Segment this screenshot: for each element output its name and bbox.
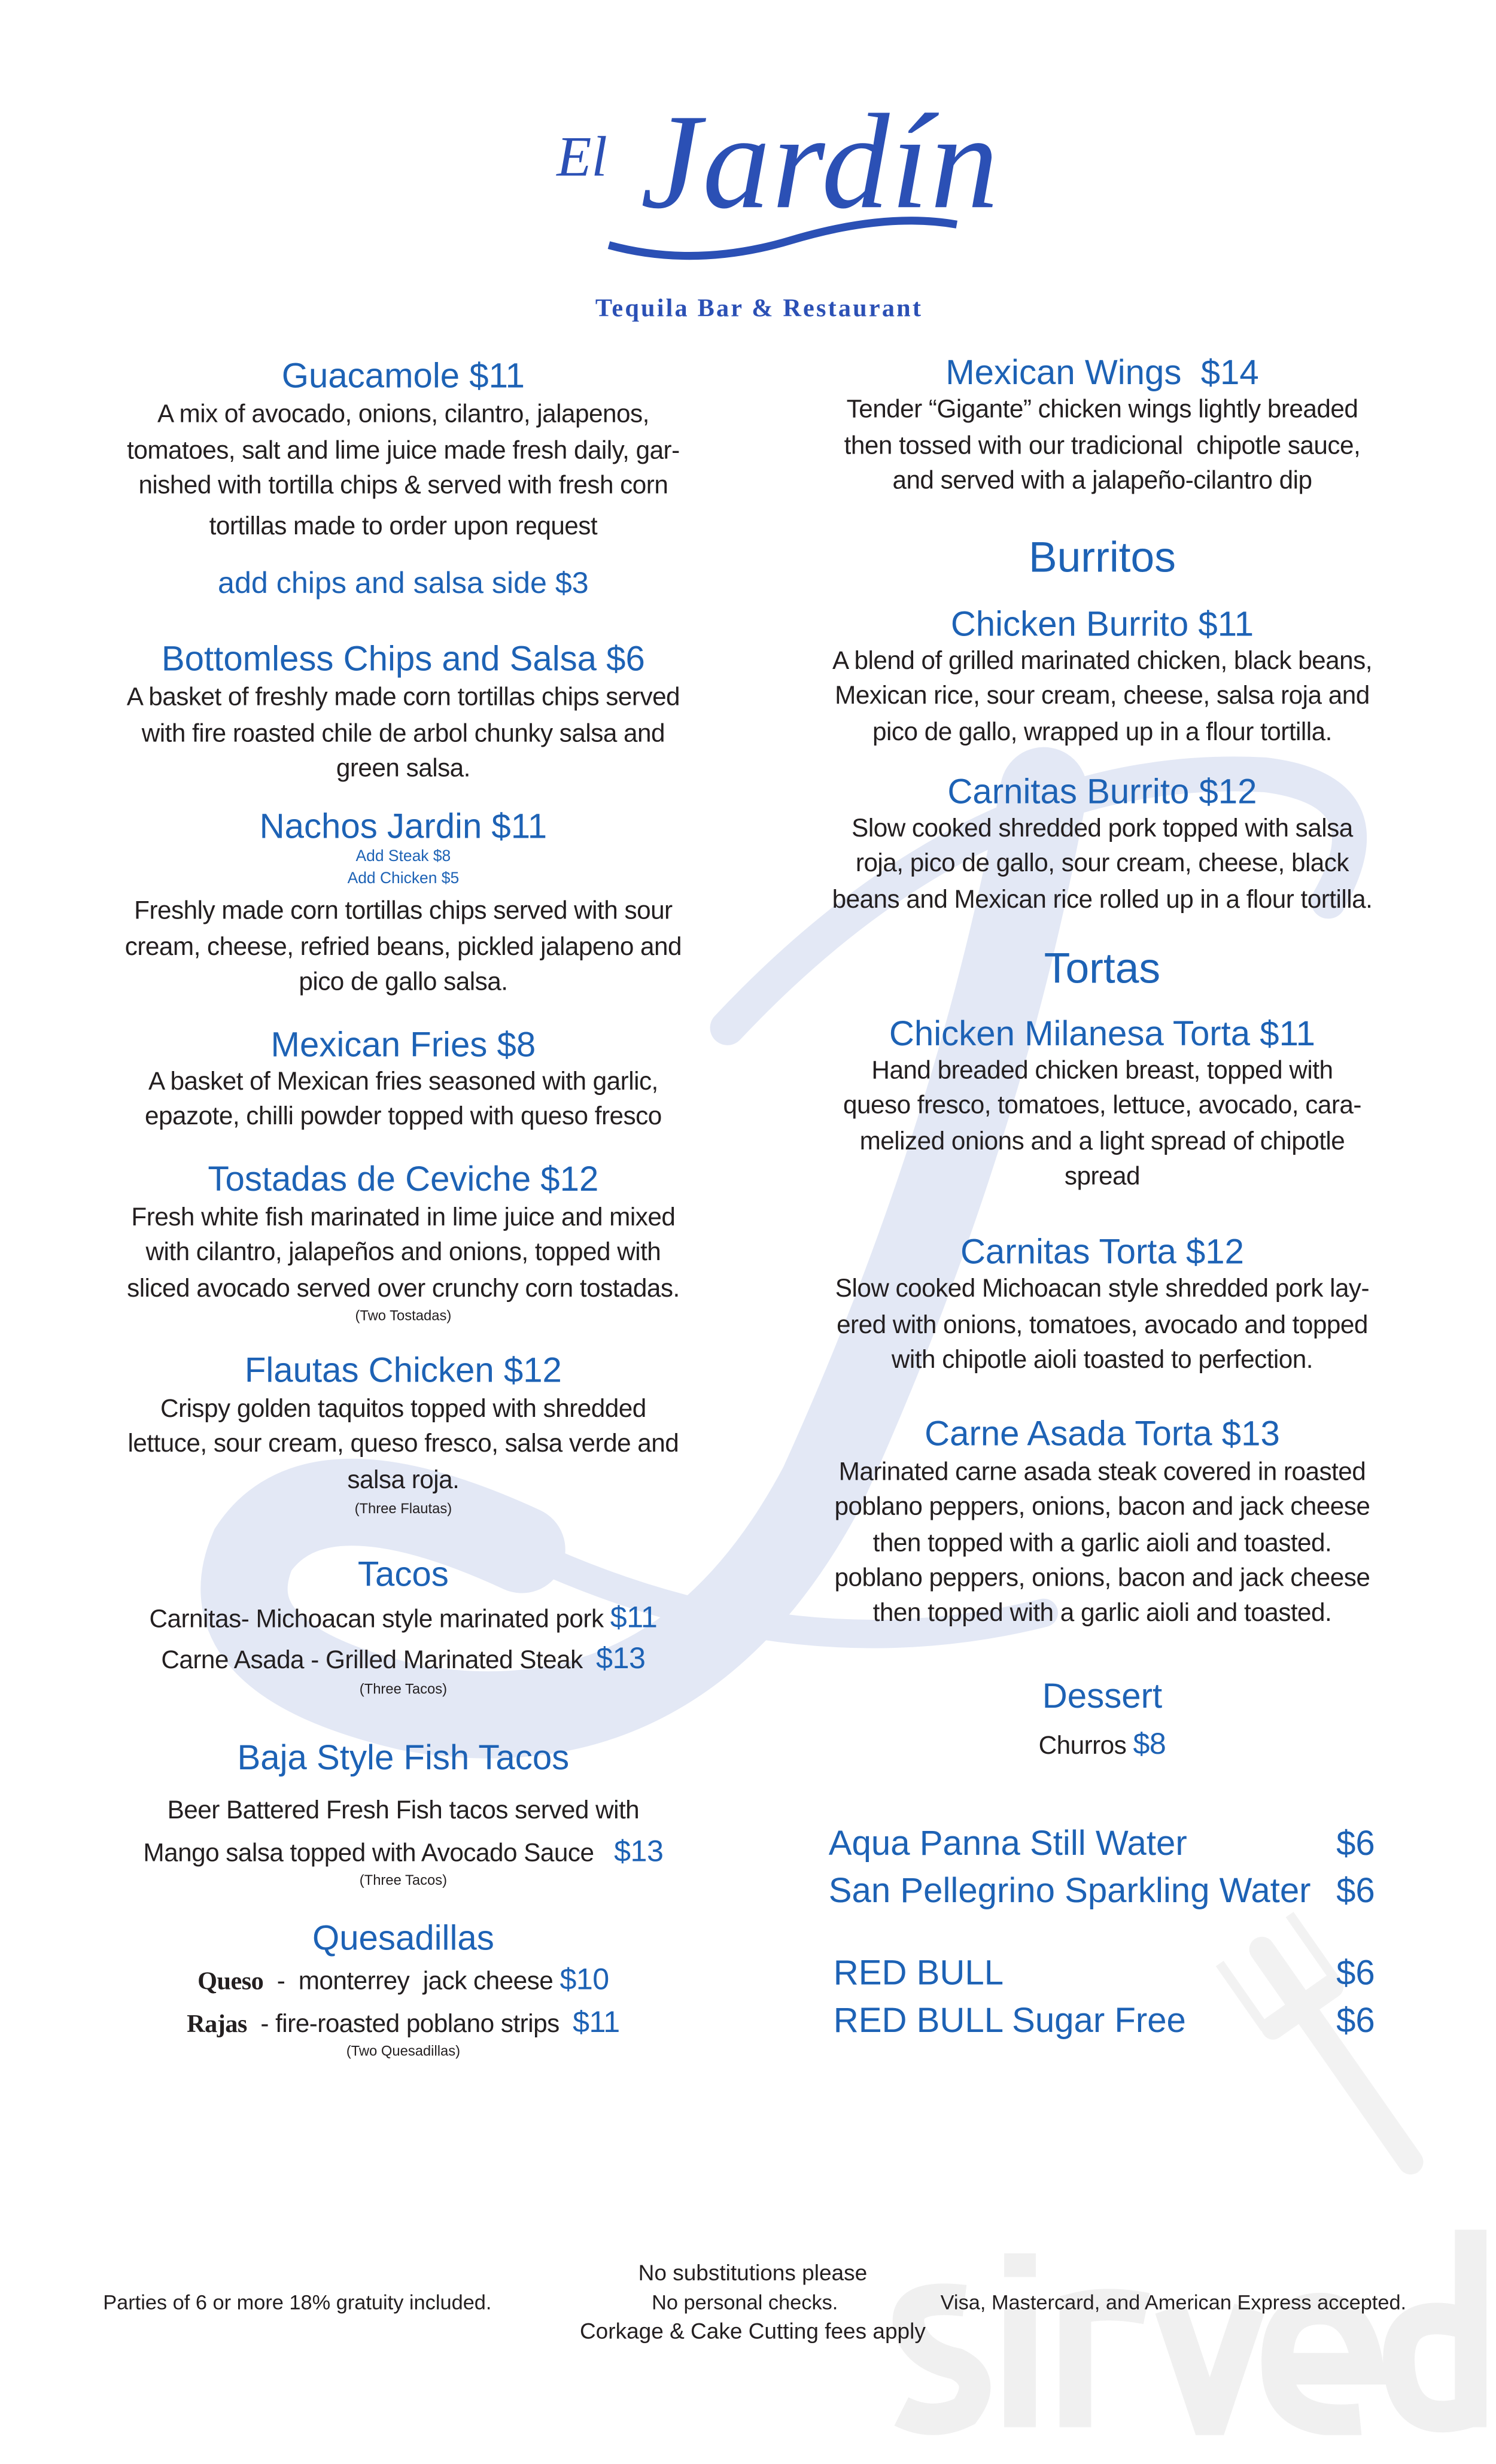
item-description: [128, 1431, 679, 1460]
drink-price: $6: [1336, 1823, 1375, 1863]
item-addon: [218, 568, 589, 603]
item-text: A basket of freshly made corn tortillas chips served: [126, 685, 680, 712]
item-description: [160, 1397, 646, 1425]
item-description: [892, 1347, 1313, 1376]
footer-cards-accepted: Visa, Mastercard, and American Express accepted.: [940, 2290, 1407, 2314]
item-text: Crispy golden taquitos topped with shredded: [160, 1396, 646, 1423]
item-text: Quesadillas: [312, 1918, 494, 1958]
item-text: Baja Style Fish Tacos: [237, 1738, 570, 1778]
item-text: Bottomless Chips and Salsa $6: [161, 638, 645, 679]
item-description: [197, 1964, 609, 1998]
item-text: Chicken Milanesa Torta $11: [889, 1013, 1316, 1054]
item-description: [138, 473, 668, 501]
footer-corkage: Corkage & Cake Cutting fees apply: [579, 2318, 926, 2344]
item-description: [873, 1531, 1332, 1559]
item-price: $11: [610, 1602, 658, 1635]
item-description: [872, 719, 1332, 748]
item-text: poblano peppers, onions, bacon and jack cheese: [834, 1565, 1370, 1593]
item-text: Carnitas- Michoacan style marinated pork: [149, 1606, 610, 1633]
item-description: [835, 1276, 1369, 1305]
item-name: Queso: [197, 1969, 264, 1996]
item-title: [271, 1024, 536, 1066]
item-price: $13: [614, 1836, 664, 1869]
item-text: nished with tortilla chips & served with fresh corn: [138, 473, 668, 500]
item-text: Marinated carne asada steak covered in roasted: [838, 1459, 1366, 1487]
drink-name: Aqua Panna Still Water: [828, 1823, 1187, 1863]
item-text: Tender “Gigante” chicken wings lightly breaded: [846, 397, 1358, 424]
drink-name: RED BULL: [833, 1952, 1004, 1993]
item-portion-note: [360, 1872, 447, 1888]
item-description: [125, 935, 682, 963]
item-price: $13: [596, 1642, 646, 1677]
footer-no-substitutions: No substitutions please: [638, 2259, 868, 2285]
drink-name: RED BULL Sugar Free: [833, 2000, 1186, 2040]
item-text: (Three Flautas): [354, 1500, 452, 1517]
item-title: [282, 356, 525, 397]
item-text: A blend of grilled marinated chicken, black beans,: [832, 648, 1372, 676]
item-text: spread: [1064, 1164, 1141, 1191]
item-text: then topped with a garlic aioli and toasted.: [872, 1531, 1332, 1558]
item-description: [347, 1467, 459, 1496]
item-text: (Two Tostadas): [355, 1307, 452, 1324]
item-text: Hand breaded chicken breast, topped with: [871, 1057, 1333, 1085]
item-text: tomatoes, salt and lime juice made fresh daily, gar-: [127, 438, 680, 465]
item-text: poblano peppers, onions, bacon and jack cheese: [834, 1494, 1370, 1522]
item-description: [143, 1836, 663, 1870]
item-text: A basket of Mexican fries seasoned with garlic,: [148, 1069, 658, 1096]
item-title: [208, 1159, 598, 1200]
item-text: pico de gallo salsa.: [299, 969, 508, 996]
footer-gratuity: Parties of 6 or more 18% gratuity included.: [103, 2290, 492, 2314]
item-title: [960, 1232, 1244, 1273]
item-text: salsa roja.: [347, 1467, 460, 1495]
drink-price: $6: [1336, 2000, 1375, 2040]
item-description: [832, 887, 1373, 916]
item-text: Mexican Fries $8: [270, 1024, 536, 1064]
item-description: [187, 2007, 620, 2042]
item-description: [856, 851, 1349, 880]
item-title: [260, 807, 547, 848]
item-text: Freshly made corn tortillas chips served with sour: [134, 898, 673, 925]
item-description: [832, 649, 1372, 677]
item-text: Dessert: [1042, 1676, 1163, 1716]
item-text: lettuce, sour cream, queso fresco, salsa verde and: [127, 1431, 679, 1458]
item-description: [860, 1129, 1345, 1158]
item-title: [245, 1350, 562, 1392]
item-description: [835, 683, 1370, 712]
item-portion-note: [360, 1681, 447, 1696]
item-description: [873, 1600, 1332, 1629]
sirved-watermark-icon: [886, 2229, 1486, 2435]
item-text: Slow cooked Michoacan style shredded pork lay-: [835, 1276, 1370, 1303]
item-text: Nachos Jardin $11: [259, 806, 548, 846]
section-heading: [1044, 945, 1160, 994]
item-text: Slow cooked shredded pork topped with salsa: [852, 816, 1353, 843]
item-text: ered with onions, tomatoes, avocado and topped: [837, 1312, 1368, 1340]
item-text: Add Chicken $5: [347, 870, 460, 888]
item-price: $8: [1133, 1728, 1166, 1762]
item-text: (Three Tacos): [359, 1681, 448, 1697]
item-text: then tossed with our tradicional chipotle sauce,: [844, 433, 1361, 461]
item-text: Carnitas Torta $12: [960, 1231, 1244, 1271]
item-text: epazote, chilli powder topped with queso fresco: [145, 1103, 662, 1131]
item-text: - fire-roasted poblano strips: [247, 2011, 573, 2039]
item-text: beans and Mexican rice rolled up in a flour tortilla.: [832, 887, 1373, 914]
item-title: [162, 639, 645, 680]
item-description: [134, 898, 672, 927]
item-text: - monterrey jack cheese: [263, 1969, 560, 1996]
drink-price: $6: [1336, 1952, 1375, 1993]
item-price: $10: [560, 1964, 609, 1997]
item-text: Add Steak $8: [355, 848, 451, 866]
item-description: [844, 433, 1361, 462]
item-portion-note: [346, 2043, 460, 2058]
item-description: [847, 397, 1358, 425]
item-text: (Three Tacos): [359, 1872, 448, 1888]
item-text: then topped with a garlic aioli and toasted.: [872, 1600, 1332, 1628]
item-description: [892, 468, 1312, 497]
item-description: [168, 1798, 640, 1827]
item-text: queso fresco, tomatoes, lettuce, avocado, cara-: [843, 1093, 1361, 1120]
item-text: roja, pico de gallo, sour cream, cheese, black: [855, 850, 1349, 878]
item-addon-note: [348, 871, 460, 888]
item-description: [299, 969, 507, 998]
item-text: Mexican rice, sour cream, cheese, salsa roja and: [835, 683, 1370, 710]
logo-name: Jardín: [640, 85, 1001, 238]
item-text: pico de gallo, wrapped up in a flour tortilla.: [872, 719, 1332, 747]
item-description: [145, 1240, 661, 1268]
item-text: (Two Quesadillas): [346, 2043, 461, 2059]
item-text: Burritos: [1029, 533, 1176, 582]
item-text: and served with a jalapeño-cilantro dip: [892, 468, 1312, 495]
item-description: [852, 816, 1353, 845]
item-title: [947, 772, 1257, 813]
item-description: [149, 1602, 657, 1636]
item-description: [148, 1069, 658, 1097]
item-description: [142, 721, 665, 750]
item-description: [835, 1565, 1370, 1594]
fork-watermark-icon: [1178, 1897, 1495, 2214]
item-price: $11: [573, 2006, 620, 2040]
section-heading: [1029, 534, 1176, 583]
item-text: Carne Asada Torta $13: [925, 1413, 1280, 1453]
item-description: [127, 1276, 680, 1305]
item-description: [336, 756, 470, 784]
item-description: [209, 514, 597, 543]
item-description: [131, 1205, 675, 1234]
item-portion-note: [355, 1501, 452, 1516]
item-description: [843, 1093, 1361, 1121]
item-title: [925, 1414, 1280, 1455]
item-text: Chicken Burrito $11: [950, 604, 1254, 644]
item-text: add chips and salsa side $3: [218, 567, 589, 601]
item-name: Rajas: [187, 2011, 247, 2039]
item-text: Mexican Wings $14: [945, 352, 1259, 393]
item-title: [358, 1555, 449, 1596]
item-description: [835, 1494, 1370, 1523]
logo-swoosh-icon: [601, 206, 965, 269]
drink-price: $6: [1336, 1870, 1375, 1911]
item-text: cream, cheese, refried beans, pickled jalapeno and: [124, 934, 682, 962]
item-text: tortillas made to order upon request: [209, 513, 598, 541]
item-description: [839, 1459, 1366, 1488]
item-text: A mix of avocado, onions, cilantro, jalapenos,: [157, 401, 649, 429]
item-title: [951, 604, 1254, 646]
item-description: [145, 1104, 662, 1133]
item-text: with cilantro, jalapeños and onions, topped with: [145, 1239, 661, 1267]
item-description: [871, 1058, 1333, 1087]
item-description: [157, 401, 649, 430]
item-title: [945, 352, 1259, 394]
item-addon-note: [356, 848, 451, 866]
item-text: Carnitas Burrito $12: [947, 771, 1257, 811]
item-title: [238, 1738, 570, 1779]
item-title: [1042, 1676, 1162, 1717]
item-text: Tostadas de Ceviche $12: [208, 1159, 599, 1199]
item-text: sliced avocado served over crunchy corn tostadas.: [127, 1276, 680, 1303]
item-text: melized onions and a light spread of chipotle: [859, 1128, 1345, 1156]
item-title: [312, 1918, 494, 1960]
item-text: Guacamole $11: [281, 355, 525, 396]
item-text: Churros: [1038, 1733, 1133, 1760]
item-description: [127, 685, 680, 713]
drink-name: San Pellegrino Sparkling Water: [828, 1870, 1311, 1911]
item-description: [1039, 1728, 1166, 1763]
item-description: [161, 1643, 645, 1678]
item-text: Tacos: [357, 1554, 449, 1594]
item-text: Tortas: [1044, 945, 1161, 993]
item-description: [1065, 1164, 1140, 1193]
item-text: Flautas Chicken $12: [244, 1350, 562, 1390]
logo-el: El: [557, 124, 607, 188]
item-text: Carne Asada - Grilled Marinated Steak: [161, 1647, 597, 1675]
item-text: with fire roasted chile de arbol chunky salsa and: [141, 721, 665, 748]
item-text: Mango salsa topped with Avocado Sauce: [143, 1841, 615, 1868]
item-portion-note: [355, 1308, 451, 1324]
item-text: Fresh white fish marinated in lime juice and mixed: [131, 1204, 676, 1232]
item-description: [837, 1312, 1368, 1341]
item-text: Beer Battered Fresh Fish tacos served with: [167, 1797, 640, 1825]
item-text: with chipotle aioli toasted to perfection.: [891, 1347, 1313, 1374]
item-description: [127, 438, 680, 467]
item-text: green salsa.: [336, 756, 470, 783]
tagline: Tequila Bar & Restaurant: [595, 296, 923, 323]
item-title: [889, 1014, 1315, 1055]
footer-no-checks: No personal checks.: [652, 2290, 838, 2314]
